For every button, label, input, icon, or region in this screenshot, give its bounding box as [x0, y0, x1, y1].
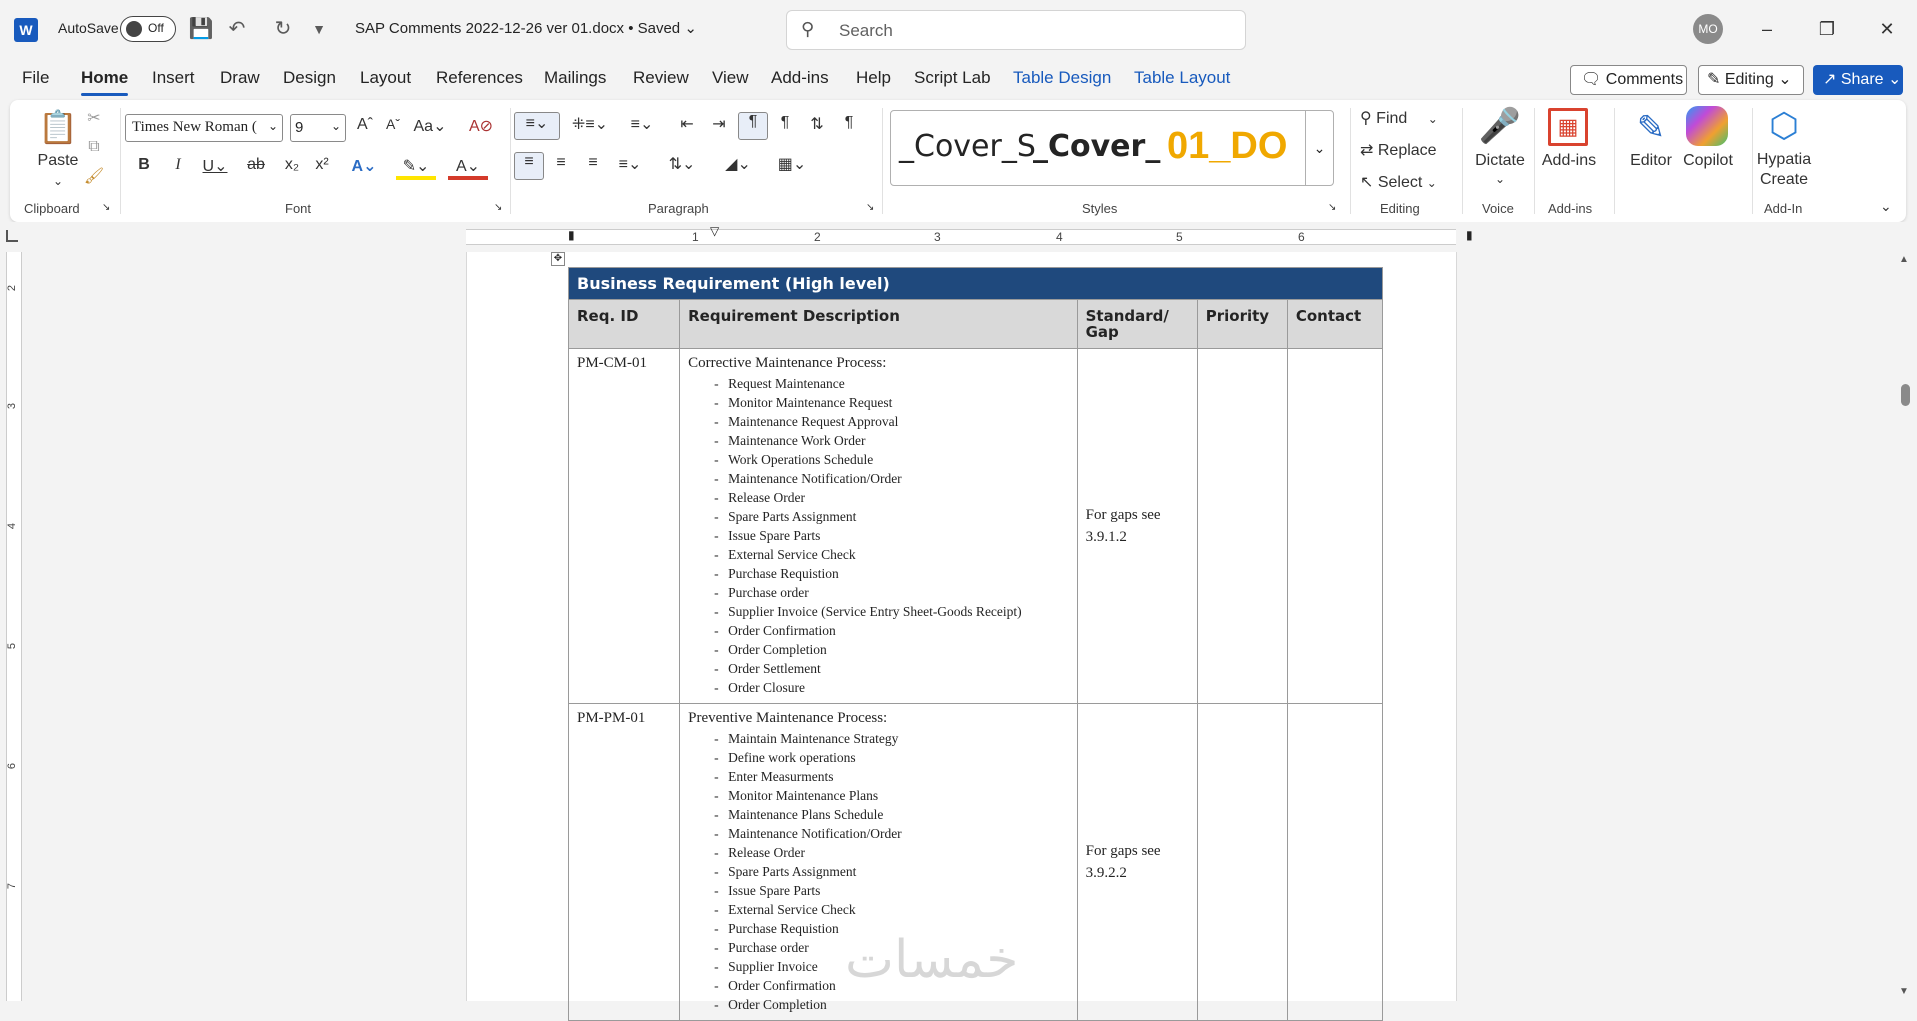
close-icon[interactable]: ✕	[1879, 19, 1895, 39]
process-step: - Maintenance Plans Schedule	[714, 805, 1068, 824]
process-step: - Order Completion	[714, 640, 1068, 659]
show-formatting-icon[interactable]: ¶	[844, 114, 854, 131]
group-label-paragraph: Paragraph	[648, 201, 709, 216]
process-step: - Order Completion	[714, 995, 1068, 1014]
align-center-icon[interactable]: ≡	[556, 154, 566, 171]
clipboard-launcher-icon[interactable]: ↘	[102, 202, 111, 213]
contact-cell[interactable]	[1287, 704, 1382, 1021]
subscript-icon[interactable]: x₂	[284, 156, 300, 173]
tab-table-design[interactable]: Table Design	[1013, 68, 1112, 87]
highlight-color-icon[interactable]: ✎⌄	[396, 156, 436, 180]
increase-indent-icon[interactable]: ⇥	[712, 116, 726, 133]
style-preview[interactable]: 01_DO	[1167, 125, 1288, 167]
priority-cell[interactable]	[1197, 349, 1287, 704]
numbering-icon[interactable]: ⁜≡⌄	[571, 116, 609, 133]
hypatia-icon[interactable]: ⬡	[1769, 107, 1799, 145]
tab-mailings[interactable]: Mailings	[544, 68, 607, 87]
gap-text: For gaps see 3.9.1.2	[1085, 507, 1161, 545]
paste-button[interactable]: Paste	[37, 152, 79, 169]
process-step: - Define work operations	[714, 748, 1068, 767]
paste-icon[interactable]: 📋	[38, 109, 78, 145]
bullets-icon[interactable]: ≡⌄	[514, 112, 560, 140]
scroll-down-icon[interactable]: ▼	[1899, 986, 1909, 997]
addins-grid-icon[interactable]: ▦	[1548, 108, 1588, 146]
search-placeholder: Search	[839, 21, 893, 40]
customize-quick-access-icon[interactable]: ▼	[312, 21, 326, 37]
process-step: - Request Maintenance	[714, 374, 1068, 393]
ruler-number: 4	[6, 522, 19, 530]
gap-cell[interactable]	[1077, 349, 1197, 704]
save-icon[interactable]: 💾	[188, 18, 214, 40]
process-step: - Order Confirmation	[714, 976, 1068, 995]
tab-view[interactable]: View	[712, 68, 749, 87]
group-label-font: Font	[285, 201, 312, 216]
line-spacing-icon[interactable]: ⇅⌄	[668, 156, 696, 173]
strikethrough-icon[interactable]: ab	[247, 156, 265, 173]
process-step: - Work Operations Schedule	[714, 450, 1068, 469]
separator	[120, 108, 121, 214]
clear-formatting-icon[interactable]: A⊘	[468, 118, 494, 135]
styles-more-icon[interactable]: ⌄	[1305, 111, 1333, 185]
editor-button[interactable]: Editor	[1630, 152, 1672, 169]
tab-file[interactable]: File	[22, 68, 50, 87]
styles-gallery[interactable]	[890, 110, 1334, 186]
process-step: - Order Settlement	[714, 659, 1068, 678]
right-indent-marker[interactable]: ▮	[1466, 228, 1473, 242]
restore-icon[interactable]: ❐	[1818, 19, 1836, 39]
grow-font-icon[interactable]: Aˆ	[357, 116, 373, 133]
decrease-indent-icon[interactable]: ⇤	[680, 116, 694, 133]
group-label-voice: Voice	[1482, 201, 1514, 216]
table-move-handle-icon[interactable]: ✥	[551, 252, 565, 266]
dictate-dropdown-icon[interactable]: ⌄	[1494, 172, 1506, 186]
tab-draw[interactable]: Draw	[220, 68, 260, 87]
change-case-icon[interactable]: Aa⌄	[413, 118, 447, 135]
select-cursor-icon: ↖	[1360, 174, 1374, 191]
ruler-number: 1	[692, 230, 699, 244]
multilevel-list-icon[interactable]: ≡⌄	[630, 116, 654, 133]
tab-insert[interactable]: Insert	[152, 68, 195, 87]
microphone-icon[interactable]: 🎤	[1478, 107, 1522, 145]
req-id-cell[interactable]: PM-PM-01	[569, 704, 680, 1021]
tab-layout[interactable]: Layout	[360, 68, 412, 87]
process-step: - Maintain Maintenance Strategy	[714, 729, 1068, 748]
ruler-number: 4	[1056, 230, 1063, 244]
group-label-addins: Add-ins	[1548, 201, 1593, 216]
process-step: - Release Order	[714, 843, 1068, 862]
replace-icon: ⇄	[1360, 142, 1374, 159]
contact-cell[interactable]	[1287, 349, 1382, 704]
tab-design[interactable]: Design	[283, 68, 336, 87]
separator	[510, 108, 511, 214]
ruler-number: 7	[6, 882, 19, 890]
format-painter-icon[interactable]: 🖌	[83, 168, 105, 185]
requirements-table	[568, 267, 1383, 1021]
ribbon	[10, 100, 1906, 222]
separator	[1614, 108, 1615, 214]
header-contact[interactable]: Contact	[1287, 300, 1382, 349]
text-effects-icon[interactable]: A⌄	[351, 158, 377, 175]
first-line-indent-marker[interactable]: ▽	[710, 224, 720, 238]
tab-addins[interactable]: Add-ins	[771, 68, 829, 87]
copy-icon[interactable]: ⧉	[88, 138, 100, 155]
gap-cell[interactable]	[1077, 704, 1197, 1021]
process-step: - External Service Check	[714, 545, 1068, 564]
process-title: Preventive Maintenance Process:	[688, 710, 888, 726]
redo-icon[interactable]: ↻	[274, 18, 292, 40]
process-step: - Purchase Requistion	[714, 564, 1068, 583]
editor-icon[interactable]: ✎	[1636, 109, 1666, 147]
description-cell[interactable]	[680, 349, 1077, 704]
scrollbar-thumb[interactable]	[1901, 384, 1910, 406]
vertical-scrollbar[interactable]	[1895, 252, 1913, 1001]
underline-icon[interactable]: U⌄	[202, 158, 228, 175]
shading-icon[interactable]: ◢⌄	[725, 156, 751, 173]
separator	[1462, 108, 1463, 214]
justify-icon[interactable]: ≡⌄	[618, 156, 642, 173]
group-label-clipboard: Clipboard	[24, 201, 80, 216]
table-row	[569, 349, 1383, 704]
ruler-number: 6	[6, 762, 19, 770]
header-priority[interactable]: Priority	[1197, 300, 1287, 349]
separator	[1534, 108, 1535, 214]
table-title[interactable]: Business Requirement (High level)	[569, 268, 1383, 300]
find-icon: ⚲	[1360, 110, 1372, 127]
replace-button[interactable]: ⇄ Replace	[1360, 142, 1437, 159]
group-label-addin: Add-In	[1764, 201, 1803, 216]
avatar[interactable]: MO	[1693, 14, 1723, 44]
collapse-ribbon-icon[interactable]: ⌄	[1880, 198, 1892, 214]
select-button[interactable]: ↖ Select ⌄	[1360, 174, 1437, 191]
ruler-number: 3	[934, 230, 941, 244]
sort-icon[interactable]: ⇅	[810, 116, 824, 133]
tab-references[interactable]: References	[436, 68, 523, 87]
font-color-icon[interactable]: A⌄	[448, 156, 488, 180]
process-step: - Monitor Maintenance Plans	[714, 786, 1068, 805]
document-area	[0, 252, 1917, 1012]
ruler-number: 5	[1176, 230, 1183, 244]
undo-icon[interactable]: ↶	[228, 18, 246, 40]
toggle-knob	[126, 21, 142, 37]
header-req-id[interactable]: Req. ID	[569, 300, 680, 349]
bold-icon[interactable]: B	[138, 156, 150, 173]
paragraph-launcher-icon[interactable]: ↘	[866, 202, 875, 213]
ruler-number: 3	[6, 402, 19, 410]
search-icon: ⚲	[801, 19, 815, 39]
group-label-editing: Editing	[1380, 201, 1420, 216]
align-right-icon[interactable]: ≡	[588, 154, 598, 171]
priority-cell[interactable]	[1197, 704, 1287, 1021]
process-step: - Maintenance Notification/Order	[714, 824, 1068, 843]
process-step: - Purchase Requistion	[714, 919, 1068, 938]
separator	[1350, 108, 1351, 214]
rtl-direction-icon[interactable]: ¶	[780, 114, 790, 131]
process-step: - Maintenance Notification/Order	[714, 469, 1068, 488]
editing-mode-button[interactable]: ✎ Editing ⌄	[1698, 65, 1804, 95]
process-step: - Order Closure	[714, 678, 1068, 697]
find-button[interactable]: ⚲ Find ⌄	[1360, 110, 1438, 127]
process-step: - Maintenance Work Order	[714, 431, 1068, 450]
process-step: - Order Confirmation	[714, 621, 1068, 640]
title-bar	[0, 0, 1917, 58]
tab-review[interactable]: Review	[633, 68, 689, 87]
ruler-number: 6	[1298, 230, 1305, 244]
scroll-up-icon[interactable]: ▲	[1899, 254, 1909, 265]
process-step: - Issue Spare Parts	[714, 881, 1068, 900]
process-step: - Purchase order	[714, 938, 1068, 957]
process-step: - Spare Parts Assignment	[714, 862, 1068, 881]
process-steps	[714, 374, 1068, 697]
minimize-icon[interactable]: –	[1761, 19, 1772, 39]
addins-button[interactable]: Add-ins	[1541, 152, 1597, 169]
word-logo-icon: W	[14, 18, 38, 42]
font-name-input[interactable]: Times New Roman ( ⌄	[125, 114, 283, 142]
horizontal-ruler[interactable]	[466, 224, 1473, 245]
ltr-direction-icon[interactable]: ¶	[738, 112, 768, 140]
copilot-icon[interactable]	[1686, 106, 1728, 146]
autosave-label: AutoSave	[58, 20, 119, 36]
tab-script-lab[interactable]: Script Lab	[914, 68, 991, 87]
process-step: - Monitor Maintenance Request	[714, 393, 1068, 412]
group-label-styles: Styles	[1082, 201, 1118, 216]
shrink-font-icon[interactable]: Aˇ	[386, 116, 400, 132]
borders-icon[interactable]: ▦⌄	[777, 156, 807, 173]
tab-selector-icon[interactable]	[6, 230, 18, 242]
cut-icon[interactable]: ✂	[87, 110, 101, 127]
copilot-button[interactable]: Copilot	[1683, 152, 1733, 169]
search-box[interactable]	[786, 10, 1246, 50]
tab-table-layout[interactable]: Table Layout	[1134, 68, 1231, 87]
process-title: Corrective Maintenance Process:	[688, 355, 887, 371]
req-id-cell[interactable]: PM-CM-01	[569, 349, 680, 704]
style-preview[interactable]: _Cover_S	[899, 129, 1036, 164]
watermark-logo: خمسات	[845, 930, 1019, 990]
process-step: - Supplier Invoice (Service Entry Sheet-Goods Receipt)	[714, 602, 1068, 621]
comments-button[interactable]: 🗨 Comments	[1570, 65, 1687, 95]
ruler-number: 2	[6, 284, 19, 292]
separator	[882, 108, 883, 214]
tab-help[interactable]: Help	[856, 68, 891, 87]
style-preview[interactable]: _Cover_	[1033, 129, 1161, 164]
process-step: - Enter Measurments	[714, 767, 1068, 786]
tab-home[interactable]: Home	[81, 68, 129, 87]
document-page[interactable]	[466, 252, 1457, 1012]
share-button[interactable]: ↗ Share ⌄	[1813, 65, 1903, 95]
gap-text: For gaps see 3.9.2.2	[1085, 843, 1161, 881]
superscript-icon[interactable]: x²	[315, 156, 329, 173]
vertical-ruler[interactable]	[6, 252, 22, 1001]
paste-dropdown-icon[interactable]: ⌄	[52, 174, 64, 188]
process-step: - Supplier Invoice	[714, 957, 1068, 976]
autosave-toggle[interactable]	[120, 16, 176, 42]
process-step: - Maintenance Request Approval	[714, 412, 1068, 431]
process-step: - Issue Spare Parts	[714, 526, 1068, 545]
autosave-state: Off	[148, 21, 164, 35]
italic-icon[interactable]: I	[175, 156, 181, 173]
left-indent-marker[interactable]: ▮	[568, 228, 575, 242]
dictate-button[interactable]: Dictate	[1475, 152, 1525, 169]
styles-launcher-icon[interactable]: ↘	[1328, 202, 1337, 213]
process-step: - Purchase order	[714, 583, 1068, 602]
hypatia-create-button[interactable]: Hypatia Create	[1756, 151, 1812, 188]
ruler-number: 2	[814, 230, 821, 244]
font-launcher-icon[interactable]: ↘	[494, 202, 503, 213]
process-step: - Release Order	[714, 488, 1068, 507]
ruler-area	[0, 222, 1917, 252]
header-standard-gap[interactable]: Standard/ Gap	[1077, 300, 1197, 349]
header-description[interactable]: Requirement Description	[680, 300, 1077, 349]
align-left-icon[interactable]: ≡	[514, 152, 544, 180]
process-step: - Spare Parts Assignment	[714, 507, 1068, 526]
font-size-input[interactable]: 9 ⌄	[290, 114, 346, 142]
document-title[interactable]: SAP Comments 2022-12-26 ver 01.docx • Saved ⌄	[355, 20, 697, 37]
process-step: - External Service Check	[714, 900, 1068, 919]
ruler-number: 5	[6, 642, 19, 650]
